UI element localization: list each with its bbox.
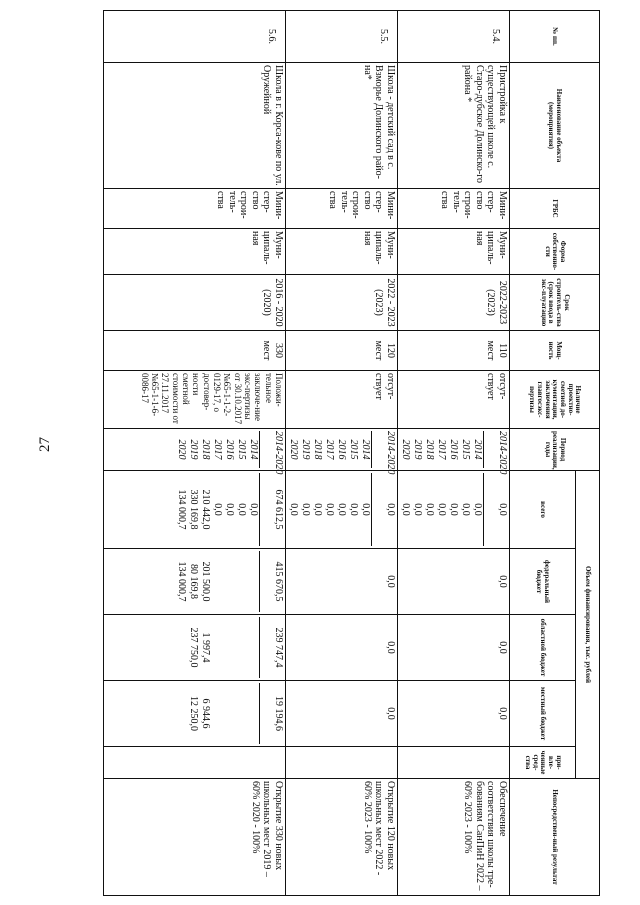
col-federal-header: федеральный бюджет — [510, 549, 576, 615]
col-regional-header: областной бюджет — [510, 615, 576, 681]
regional-cell — [104, 615, 286, 681]
deadline-cell: 2022 - 2023 (2023) — [286, 275, 398, 331]
amount: 0,0 — [248, 503, 259, 516]
table-row — [398, 11, 510, 896]
col-deadline-header: Срок строитель-ства (срок ввода в экс-плуатацию — [510, 275, 600, 331]
ownership-cell: Муни-ципаль-ная — [104, 229, 286, 275]
amount: 0,0 — [400, 503, 411, 516]
capacity-cell: 110 мест — [398, 331, 510, 371]
amount: 0,0 — [448, 503, 459, 516]
amount: 0,0 — [460, 503, 471, 516]
amount: 0,0 — [212, 503, 223, 516]
amount: 201 500,0 — [200, 561, 211, 602]
period-label: 2014-2020 — [385, 431, 396, 475]
col-name-header: Наименование объекта (мероприятия) — [510, 63, 600, 189]
period-label: 2018 — [424, 439, 435, 460]
period-label: 2020 — [400, 439, 411, 460]
period-label: 2014 — [360, 439, 371, 460]
result-cell: Открытие 330 новых школьных мест 2019 – 60% 2020 - 100% — [104, 779, 286, 896]
amount: 19 194,6 — [273, 696, 284, 731]
row-number: 5.5. — [286, 11, 398, 63]
object-name: Пристройка к существующей школе с. Старо-дубское Долинско-го района * — [398, 63, 510, 189]
capacity-cell: 330 мест — [104, 331, 286, 371]
period-label: 2015 — [348, 439, 359, 460]
other-cell — [398, 747, 510, 779]
local-cell — [286, 681, 398, 747]
grbs-cell: Мини-стер-ство строи-тель-ства — [398, 189, 510, 229]
amount: 0,0 — [360, 503, 371, 516]
result-cell: Открытие 120 новых школьных мест 2022 - 60% 2023 - 100% — [286, 779, 398, 896]
amount: 0,0 — [497, 641, 508, 654]
period-label: 2016 — [224, 439, 235, 460]
period-label: 2015 — [236, 439, 247, 460]
period-label: 2017 — [212, 439, 223, 460]
ownership-cell: Муни-ципаль-ная — [286, 229, 398, 275]
ownership-cell: Муни-ципаль-ная — [398, 229, 510, 275]
amount: 134 000,7 — [176, 561, 187, 602]
period-label: 2014 — [472, 439, 483, 460]
amount: 0,0 — [324, 503, 335, 516]
period-label: 2020 — [288, 439, 299, 460]
amount: 239 747,4 — [273, 627, 284, 668]
col-funding-group-header: Объем финансирования, тыс. рублей — [576, 471, 600, 779]
period-label: 2014-2020 — [497, 431, 508, 475]
col-period-header: Период реализации, годы — [510, 429, 600, 471]
deadline-cell: 2016 - 2020 (2020) — [104, 275, 286, 331]
total-cell — [398, 471, 510, 549]
col-grbs-header: ГРБС — [510, 189, 600, 229]
amount: 0,0 — [288, 503, 299, 516]
total-cell — [104, 471, 286, 549]
other-cell — [286, 747, 398, 779]
col-design-docs-header: Наличие проектно-сметной до-кументации, заключения главгосэкс-пертизы — [510, 371, 600, 429]
period-label: 2018 — [200, 439, 211, 460]
amount: 134 000,7 — [176, 489, 187, 530]
regional-cell — [398, 615, 510, 681]
amount: 0,0 — [436, 503, 447, 516]
amount: 0,0 — [497, 575, 508, 588]
col-total-header: всего — [510, 471, 576, 549]
amount: 0,0 — [312, 503, 323, 516]
period-label: 2016 — [336, 439, 347, 460]
period-label: 2014 — [248, 439, 259, 460]
grbs-cell: Мини-стер-ство строи-тель-ства — [104, 189, 286, 229]
amount: 330 169,8 — [188, 489, 199, 530]
total-cell — [286, 471, 398, 549]
period-label: 2017 — [436, 439, 447, 460]
object-name: Школа - детский сад в с. Взморье Долинского райо-на* — [286, 63, 398, 189]
amount: 0,0 — [424, 503, 435, 516]
amount: 0,0 — [236, 503, 247, 516]
amount: 0,0 — [348, 503, 359, 516]
design-docs-cell: отсут-ствует — [286, 371, 398, 429]
amount: 674 612,5 — [273, 489, 284, 530]
amount: 210 442,0 — [200, 489, 211, 530]
local-cell — [398, 681, 510, 747]
period-cell — [104, 429, 286, 475]
result-cell: Обеспечение соответствия школы тре-бованиям СанПиН 2022 – 60% 2023 - 100% — [398, 779, 510, 896]
rotated-page-content — [95, 10, 600, 895]
period-cell — [398, 429, 510, 475]
amount: 0,0 — [336, 503, 347, 516]
period-label: 2018 — [312, 439, 323, 460]
col-ownership-header: Форма собственно-сти — [510, 229, 600, 275]
amount: 0,0 — [300, 503, 311, 516]
amount: 0,0 — [385, 707, 396, 720]
amount: 6 944,6 — [200, 698, 211, 729]
table-row — [286, 11, 398, 896]
period-label: 2020 — [176, 439, 187, 460]
capacity-cell: 120 мест — [286, 331, 398, 371]
amount: 1 997,4 — [200, 632, 211, 663]
amount: 0,0 — [224, 503, 235, 516]
col-result-header: Непосредствен-ный результат — [510, 779, 600, 896]
amount: 0,0 — [497, 707, 508, 720]
amount: 0,0 — [385, 641, 396, 654]
amount: 0,0 — [385, 503, 396, 516]
other-cell — [104, 747, 286, 779]
period-cell — [286, 429, 398, 475]
col-capacity-header: Мощ-ность — [510, 331, 600, 371]
col-local-header: местный бюджет — [510, 681, 576, 747]
amount: 237 750,0 — [188, 627, 199, 668]
amount: 0,0 — [497, 503, 508, 516]
col-other-header: при-вле-ченные сред-ства — [510, 747, 576, 779]
period-label: 2019 — [412, 439, 423, 460]
amount: 12 250,0 — [188, 696, 199, 731]
regional-cell — [286, 615, 398, 681]
amount: 0,0 — [385, 575, 396, 588]
row-number: 5.6. — [104, 11, 286, 63]
period-label: 2015 — [460, 439, 471, 460]
period-label: 2019 — [300, 439, 311, 460]
funding-table — [103, 10, 600, 896]
amount: 80 169,8 — [188, 564, 199, 599]
federal-cell — [286, 549, 398, 615]
federal-cell — [398, 549, 510, 615]
design-docs-cell: отсут-ствует — [398, 371, 510, 429]
deadline-cell: 2022-2023 (2023) — [398, 275, 510, 331]
period-label: 2019 — [188, 439, 199, 460]
amount: 0,0 — [412, 503, 423, 516]
amount: 415 670,5 — [273, 561, 284, 602]
object-name: Школа в г. Корса-кове по ул. Оружейной — [104, 63, 286, 189]
page-number: 27 — [37, 437, 53, 452]
amount: 0,0 — [472, 503, 483, 516]
grbs-cell: Мини-стер-ство строи-тель-ства — [286, 189, 398, 229]
federal-cell — [104, 549, 286, 615]
period-label: 2014-2020 — [273, 431, 284, 475]
period-label: 2017 — [324, 439, 335, 460]
period-label: 2016 — [448, 439, 459, 460]
col-num-header: № пп. — [510, 11, 600, 63]
table-row — [104, 11, 286, 896]
design-docs-cell: Положи-тельное заключе-ние экс-пертизы от 30.10.2017 №65-1-1-2-0129-17, о достовер-ности сметной стоимости от 27.11.2017 №65-1-1-6-0086-17 — [104, 371, 286, 429]
local-cell — [104, 681, 286, 747]
row-number: 5.4. — [398, 11, 510, 63]
